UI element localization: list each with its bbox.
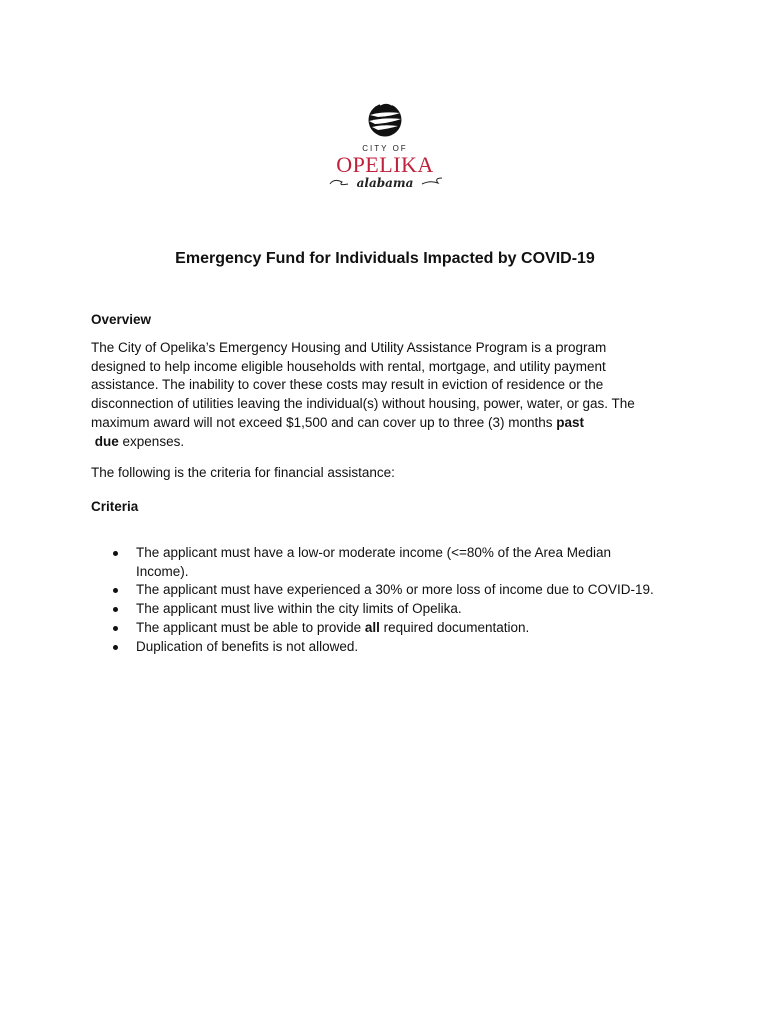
- criteria-item-text: [136, 619, 641, 638]
- overview-paragraph: [91, 339, 651, 451]
- logo-city-name: OPELIKA: [336, 152, 434, 177]
- criteria-item-text-before: The applicant must be able to provide: [136, 619, 365, 635]
- list-item: [91, 544, 691, 581]
- overview-text-part1: The City of Opelika’s Emergency Housing and Utility Assistance Program is a program designed to help income eligible households with rental, mortgage, and utility payment assistance. The inability to cover these costs may result in eviction of residence or the disconnection of utilities leaving the individual(s) without housing, power, water, or gas. The maximum award will not exceed $1,500 and can cover up to three (3) months: [91, 340, 635, 430]
- criteria-item-bold: all: [364, 619, 380, 635]
- bullet-icon: [113, 626, 118, 631]
- list-item: [91, 619, 691, 638]
- bullet-icon: [113, 551, 118, 556]
- criteria-item-text: Duplication of benefits is not allowed.: [136, 638, 359, 654]
- criteria-item-text: The applicant must have a low-or moderate income (<=80% of the Area Median Income).: [136, 545, 612, 579]
- document-title: Emergency Fund for Individuals Impacted by COVID-19: [175, 250, 595, 267]
- opelika-swirl-emblem-icon: [320, 96, 450, 146]
- criteria-list: [91, 544, 691, 656]
- bullet-icon: [113, 645, 118, 650]
- bullet-icon: [113, 607, 118, 612]
- overview-text-part2: expenses.: [118, 433, 185, 449]
- overview-bold-due: due: [94, 433, 119, 449]
- list-item: [91, 581, 691, 600]
- criteria-item-text: The applicant must have experienced a 30% or more loss of income due to COVID-19.: [136, 582, 654, 598]
- criteria-heading: Criteria: [91, 499, 139, 514]
- logo-city-of: CITY OF: [362, 144, 408, 153]
- list-item: [91, 638, 691, 657]
- criteria-item-text-after: required documentation.: [379, 619, 530, 635]
- city-logo: [320, 96, 450, 206]
- list-item: [91, 600, 691, 619]
- criteria-item-text: The applicant must live within the city limits of Opelika.: [136, 601, 462, 617]
- overview-bold-past: past: [556, 414, 585, 430]
- logo-state-name: alabama: [356, 176, 414, 190]
- overview-heading: Overview: [91, 312, 152, 327]
- criteria-intro: The following is the criteria for financial assistance:: [91, 465, 395, 480]
- bullet-icon: [113, 588, 118, 593]
